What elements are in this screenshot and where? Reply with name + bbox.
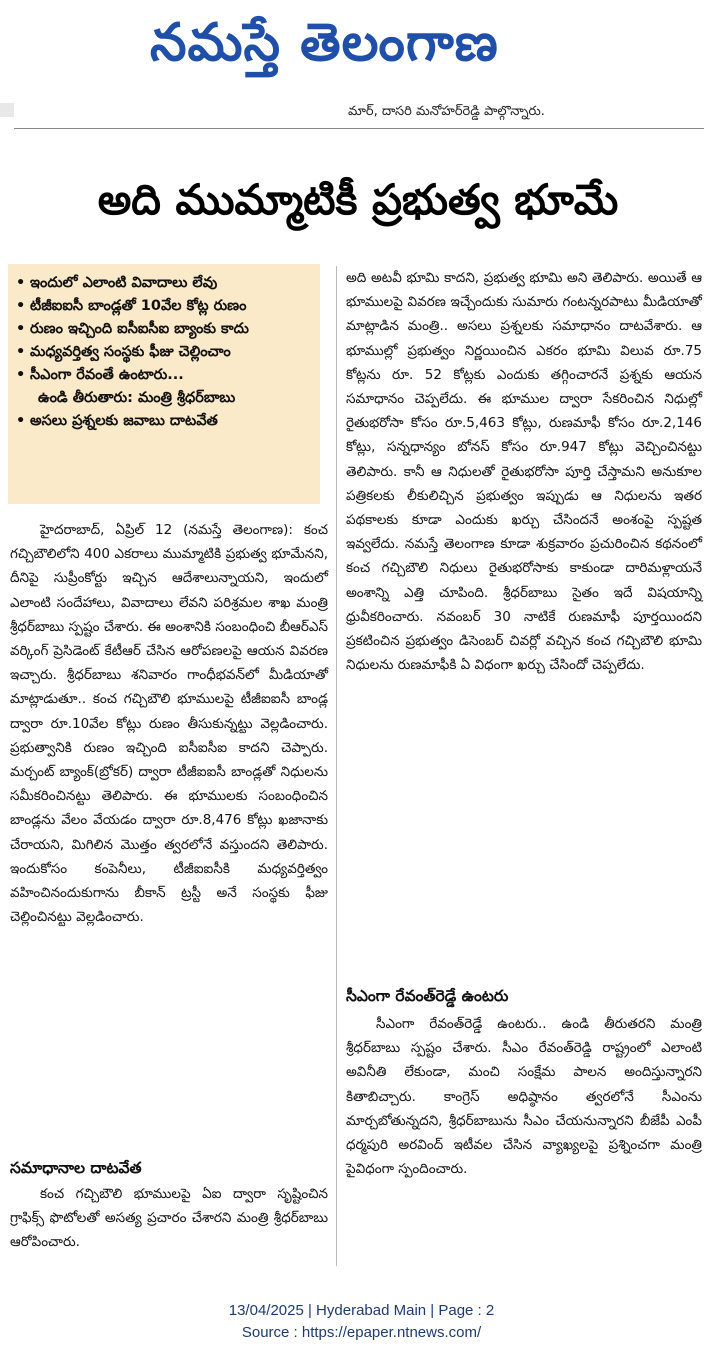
previous-article-tail: మార్, దాసరి మనోహర్‌రెడ్డి పాల్గొన్నారు. [348,104,545,119]
highlight-item: • రుణం ఇచ్చింది ఐసీఐసీఐ బ్యాంకు కాదు [16,321,249,337]
highlight-item: • మధ్యవర్తిత్వ సంస్థకు ఫీజు చెల్లించాం [16,344,231,360]
body-paragraph: హైదరాబాద్, ఏప్రిల్ 12 (నమస్తే తెలంగాణ): కంచ గచ్చిబౌలిలోని 400 ఎకరాలు ముమ్మాటికి ప్రభుత్వ భూమేనని, దీనిపై సుప్రీంకోర్టు ఇచ్చిన ఆదేశాలున్నాయని, ఇందులో ఎలాంటి సందేహాలు, వివాదాలు లేవని పరిశ్రమల శాఖ మంత్రి శ్రీధర్‌బాబు స్పష్టం చేశారు. ఈ అంశానికి సంబంధించి బీఆర్‌ఎస్ వర్కింగ్ ప్రెసిడెంట్ కేటీఆర్ చేసిన ఆరోపణలపై ఆయన వివరణ ఇచ్చారు. శ్రీధర్‌బాబు శనివారం గాంధీభవన్‌లో మీడియాతో మాట్లాడుతూ.. కంచ గచ్చిబౌలి భూములపై టీజీఐఐసీ బాండ్ల ద్వారా రూ.10వేల కోట్లు రుణం తీసుకున్నట్టు వెల్లడించారు. ప్రభుత్వానికి రుణం ఇచ్చింది ఐసీఐసీఐ కాదని చెప్పారు. మర్చంట్ బ్యాంక్(బ్రోకర్) ద్వారా టీజీఐఐసీ బాండ్లతో నిధులను సమీకరించినట్టు తెలిపారు. ఈ భూములకు సంబంధించిన బాండ్లను వేలం వేయడం ద్వారా రూ.8,476 కోట్లు ఖజానాకు చేరాయని, మిగిలిన మొత్తం త్వరలోనే వస్తుందని తెలిపారు. ఇందుకోసం కంపెనీలు, టీజీఐఐసీకి మధ్యవర్తిత్వం వహించినందుకుగాను బీకాన్ ట్రస్టీ అనే సంస్థకు ఫీజు చెల్లించినట్టు వెల్లడించారు. [10,522,328,926]
body-paragraph: కంచ గచ్చిబౌలి భూములపై ఏఐ ద్వారా సృష్టించిన గ్రాఫిక్స్ ఫొటోలతో అసత్య ప్రచారం చేశారని మంత్రి శ్రీధర్‌బాబు ఆరోపించారు. [10,1186,328,1251]
subheading-right [346,970,702,1018]
article-body-right-2 [346,1012,702,1181]
page-footer [0,1300,723,1344]
highlight-item: • అసలు ప్రశ్నలకు జవాబు దాటవేత [16,413,218,429]
article-body-right [346,266,702,677]
page-edge-mark [0,103,14,117]
footer-source[interactable]: Source : https://epaper.ntnews.com/ [241,1324,482,1341]
highlight-item: • టీజీఐఐసీ బాండ్లతో 10వేల కోట్ల రుణం [16,298,247,314]
highlights-box [8,264,320,504]
article-body-left-2 [10,1182,328,1255]
header-rule [14,128,704,129]
highlight-item: • సీఎంగా రేవంతే ఉంటారు... [16,367,184,383]
highlight-item: • ఇందులో ఎలాంటి వివాదాలు లేవు [16,275,218,291]
article-body-left [10,518,328,929]
body-paragraph: అది అటవీ భూమి కాదని, ప్రభుత్వ భూమి అని తెలిపారు. అయితే ఆ భూములపై వివరణ ఇచ్చేందుకు సుమారు గంటన్నరపాటు మీడియాతో మాట్లాడిన మంత్రి.. అసలు ప్రశ్నలకు సమాధానం దాటవేశారు. ఆ భూముల్లో ప్రభుత్వం నిర్ణయించిన ఎకరం భూమి విలువ రూ.75 కోట్లను రూ. 52 కోట్లకు ఎందుకు తగ్గించారనే ప్రశ్నకు ఆయన సమాధానం చెప్పలేదు. ఈ భూముల ద్వారా సేకరించిన నిధుల్లో రైతుభరోసా కోసం రూ.5,463 కోట్లు, రుణమాఫీ కోసం రూ.2,146 కోట్లు, సన్నధాన్యం బోనస్ కోసం రూ.947 కోట్లు వెచ్చించినట్టు తెలిపారు. కానీ ఆ నిధులతో రైతుభరోసా పూర్తి చేస్తామని అనుకూల పత్రికలకు లీకులిచ్చిన ప్రభుత్వం ఇప్పుడు ఆ నిధులను ఇతర పథకాలకు కూడా ఎందుకు ఖర్చు చేసిందనే అంశంపై స్పష్టత ఇవ్వలేదు. నమస్తే తెలంగాణ కూడా శుక్రవారం ప్రచురించిన కథనంలో కంచ గచ్చిబౌలి నిధులు రైతుభరోసాకు కాకుండా దారిమళ్లాయనే అంశాన్ని ఎత్తి చూపింది. శ్రీధర్‌బాబు సైతం ఇదే విషయాన్ని ధ్రువీకరించారు. నవంబర్ 30 నాటికే రుణమాఫీ పూర్తయిందని ప్రకటించిన ప్రభుత్వం డిసెంబర్ చివర్లో వచ్చిన కంచ గచ్చిబౌలి భూమి నిధులను రుణమాఫీకి ఏ విధంగా ఖర్చు చేసిందో చెప్పలేదు. [346,270,702,674]
highlight-item-continuation: ఉండి తీరుతారు: మంత్రి శ్రీధర్‌బాబు [38,390,236,406]
column-divider [336,266,337,1266]
subheading-text: సమాధానాల దాటవేత [10,1159,142,1177]
masthead-logo: నమస్తే తెలంగాణ [150,12,499,73]
body-paragraph: సీఎంగా రేవంత్‌రెడ్డే ఉంటరు.. ఉండి తీరుతరని మంత్రి శ్రీధర్‌బాబు స్పష్టం చేశారు. సీఎం రేవంత్‌రెడ్డి రాష్ట్రంలో ఎలాంటి అవినీతి లేకుండా, మంచి సంక్షేమ పాలన అందిస్తున్నారని కితాబిచ్చారు. కాంగ్రెస్ అధిష్ఠానం త్వరలోనే సీఎంను మార్చబోతున్నదని, శ్రీధర్‌బాబును సీఎం చేయనున్నారని బీజేపీ ఎంపీ ధర్మపురి అరవింద్ ఇటీవల చేసిన వ్యాఖ్యలపై ప్రశ్నించగా మంత్రి పైవిధంగా స్పందించారు. [346,1016,702,1178]
footer-date-edition: 13/04/2025 | Hyderabad Main | Page : 2 [228,1302,495,1319]
subheading-text: సీఎంగా రేవంత్‌రెడ్డే ఉంటరు [346,987,509,1005]
article-headline: అది ముమ్మాటికీ ప్రభుత్వ భూమే [97,175,619,224]
